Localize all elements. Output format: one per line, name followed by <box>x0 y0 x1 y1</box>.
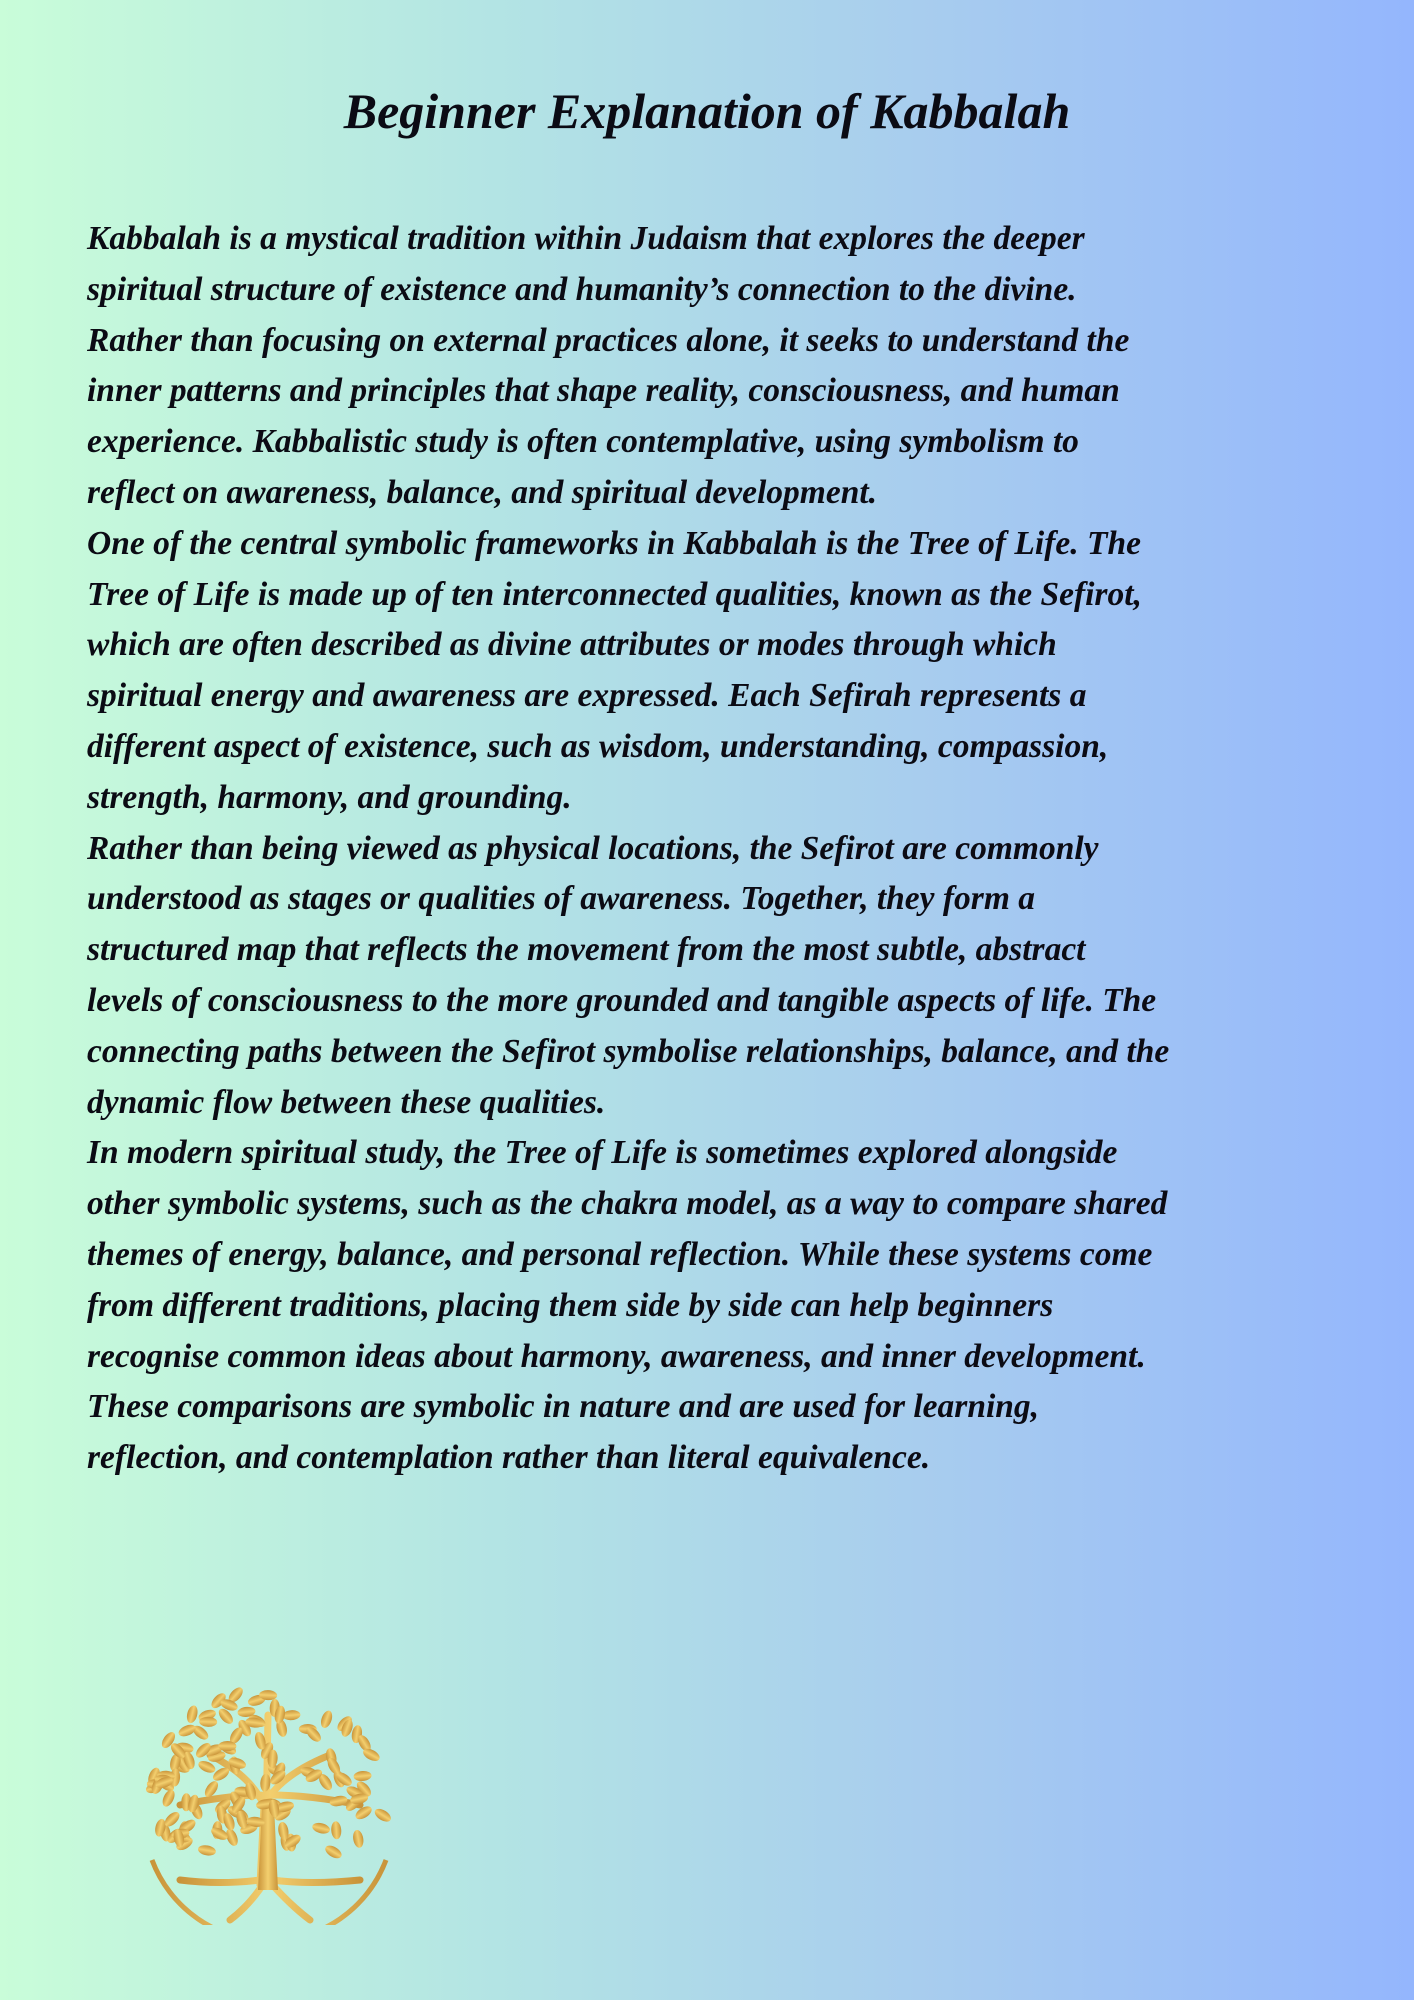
text-line: other symbolic systems, such as the chakra model, as a way to compare shared <box>87 1185 1168 1223</box>
page-title: Beginner Explanation of Kabbalah <box>343 83 1071 139</box>
tree-of-life-logo <box>140 1675 398 1925</box>
text-line: Kabbalah is a mystical tradition within Judaism that explores the deeper <box>87 220 1085 257</box>
text-line: spiritual structure of existence and humanity’s connection to the divine. <box>87 270 1077 308</box>
leaf-shape <box>329 1794 349 1808</box>
leaf-shape <box>373 1806 394 1824</box>
text-line: spiritual energy and awareness are expressed. Each Sefirah represents a <box>87 677 1087 715</box>
text-line: connecting paths between the Sefirot symbolise relationships, balance, and the <box>87 1032 1170 1070</box>
leaf-shape <box>331 1821 342 1840</box>
text-line: experience. Kabbalistic study is often contemplative, using symbolism to <box>87 423 1079 461</box>
text-line: Rather than focusing on external practices alone, it seeks to understand the <box>87 321 1130 359</box>
text-line: different aspect of existence, such as wisdom, understanding, compassion, <box>87 727 1109 765</box>
text-line: One of the central symbolic frameworks in Kabbalah is the Tree of Life. The <box>87 524 1141 562</box>
text-line: recognise common ideas about harmony, awareness, and inner development. <box>87 1337 1146 1375</box>
text-line: Tree of Life is made up of ten interconnected qualities, known as the Sefirot, <box>87 575 1142 613</box>
leaf-shape <box>311 1821 331 1835</box>
text-line: understood as stages or qualities of awareness. Together, they form a <box>87 880 1036 918</box>
text-line: structured map that reflects the movement from the most subtle, abstract <box>87 931 1086 969</box>
text-line: levels of consciousness to the more grounded and tangible aspects of life. The <box>87 981 1157 1019</box>
text-line: dynamic flow between these qualities. <box>87 1083 606 1121</box>
text-line: which are often described as divine attributes or modes through which <box>87 626 1057 664</box>
leaf-shape <box>160 1788 177 1809</box>
text-line: from different traditions, placing them side by side can help beginners <box>87 1286 1054 1324</box>
text-line: reflection, and contemplation rather than literal equivalence. <box>87 1439 931 1477</box>
leaf-shape <box>353 1770 372 1781</box>
leaf-shape <box>319 1709 334 1729</box>
text-line: These comparisons are symbolic in nature and are used for learning, <box>87 1388 1040 1426</box>
leaf-shape <box>197 1844 217 1857</box>
leaf-shape <box>352 1829 365 1848</box>
text-line: strength, harmony, and grounding. <box>87 778 572 816</box>
text-line: themes of energy, balance, and personal reflection. While these systems come <box>87 1235 1153 1273</box>
leaf-shape <box>177 1722 197 1738</box>
text-line: inner patterns and principles that shape reality, consciousness, and human <box>87 372 1120 410</box>
text-line: Rather than being viewed as physical locations, the Sefirot are commonly <box>87 829 1099 867</box>
text-line: reflect on awareness, balance, and spiritual development. <box>87 473 878 511</box>
leaf-shape <box>323 1843 344 1861</box>
leaf-shape <box>185 1704 199 1724</box>
body-text <box>87 214 1387 1484</box>
text-line: In modern spiritual study, the Tree of Life is sometimes explored alongside <box>87 1134 1118 1172</box>
